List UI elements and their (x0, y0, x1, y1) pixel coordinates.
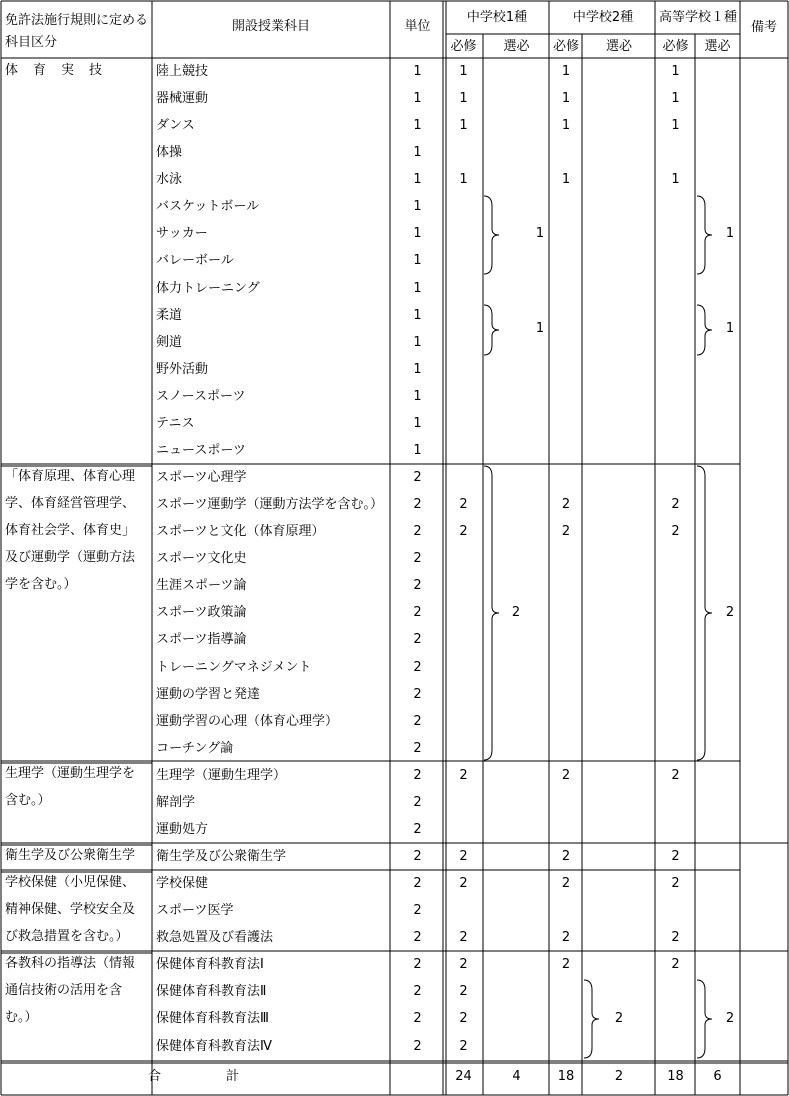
jh1-required-value: 1 (459, 118, 468, 134)
course-name: スポーツ医学 (156, 903, 234, 919)
jh2-required-value: 1 (561, 172, 571, 188)
course-name: スポーツ心理学 (156, 470, 247, 486)
header-jh1: 中学校1種 (466, 10, 528, 25)
jh1-required-value: 2 (459, 957, 468, 973)
units-value: 1 (413, 415, 422, 431)
course-name: テニス (156, 415, 195, 431)
units-value: 2 (413, 1011, 422, 1027)
units-value: 2 (413, 1038, 422, 1054)
units-value: 2 (413, 524, 422, 540)
jh2-required-value: 2 (561, 497, 571, 513)
course-name: 保健体育科教育法Ⅳ (156, 1038, 272, 1054)
jh2-required-value: 2 (561, 767, 571, 783)
units-value: 2 (413, 957, 422, 973)
header-hs1: 高等学校１種 (658, 10, 737, 25)
category-school-health: 学校保健（小児保健、 精神保健、学校安全及 び救急措置を含む。） (5, 875, 136, 944)
bracket-ball-games-hs1-value: 1 (725, 226, 735, 241)
course-name: スポーツ政策論 (156, 605, 247, 621)
hs1-required-value: 2 (671, 876, 680, 892)
course-name: 器械運動 (156, 91, 209, 107)
subheader-jh2-elective: 選必 (605, 39, 632, 54)
hs1-required-value: 2 (671, 930, 680, 946)
units-value: 1 (413, 280, 422, 296)
course-name: スノースポーツ (156, 388, 246, 404)
header-course: 開設授業科目 (231, 19, 310, 34)
total-jh1-elective: 4 (512, 1069, 521, 1084)
jh1-required-value: 2 (459, 1038, 468, 1054)
category-physical-education-theory: 「体育原理、体育心理 学、体育経営管理学、 体育社会学、体育史」 及び運動学（運動方法 学を含む。） (5, 469, 136, 592)
jh1-required-value: 1 (459, 91, 468, 107)
jh2-required-value: 2 (561, 957, 571, 973)
brace-budo-hs1 (697, 305, 712, 355)
jh1-required-value: 2 (459, 930, 468, 946)
units-value: 1 (413, 118, 422, 134)
course-name: 陸上競技 (156, 64, 209, 79)
brace-teaching-hs1 (697, 980, 712, 1058)
course-name: バレーボール (156, 253, 234, 269)
category-practical-skills: 体 育 実 技 (5, 63, 104, 78)
total-jh1-required: 24 (455, 1069, 472, 1084)
totals-label: 合 計 (148, 1069, 240, 1084)
brace-teaching-jh2 (584, 980, 599, 1058)
jh1-required-value: 2 (459, 767, 468, 783)
course-name: サッカー (156, 226, 208, 242)
units-value: 2 (413, 551, 422, 567)
course-name: ニュースポーツ (156, 442, 246, 458)
units-value: 1 (413, 307, 422, 323)
course-name: 保健体育科教育法Ⅰ (156, 957, 264, 973)
category-teaching-methods: 各教科の指導法（情報 通信技術の活用を含 む。） (5, 956, 136, 1025)
units-value: 2 (413, 686, 422, 702)
bracket-theory-jh1-value: 2 (511, 605, 521, 620)
course-name: 運動学習の心理（体育心理学） (156, 713, 339, 729)
jh1-required-value: 2 (459, 849, 468, 865)
course-name: 野外活動 (156, 361, 209, 377)
course-name: スポーツ文化史 (156, 551, 247, 567)
brace-ball-games-jh1 (484, 196, 499, 274)
course-name: 保健体育科教育法Ⅱ (156, 984, 267, 1000)
hs1-required-value: 1 (671, 64, 680, 79)
course-name: スポーツ指導論 (156, 632, 247, 648)
units-value: 2 (413, 713, 422, 729)
units-value: 2 (413, 767, 422, 783)
course-name: トレーニングマネジメント (156, 659, 312, 675)
jh2-required-value: 1 (561, 91, 571, 107)
course-name: 保健体育科教育法Ⅲ (156, 1011, 269, 1027)
units-value: 2 (413, 794, 422, 810)
hs1-required-value: 1 (671, 91, 680, 107)
course-name: スポーツ運動学（運動方法学を含む。） (156, 497, 383, 513)
course-name: コーチング論 (156, 740, 234, 756)
units-value: 2 (413, 578, 422, 594)
course-name: スポーツと文化（体育原理） (156, 524, 325, 540)
jh1-required-value: 2 (459, 984, 468, 1000)
header-jh2: 中学校2種 (572, 10, 634, 25)
units-value: 1 (413, 145, 422, 161)
brace-theory-hs1 (697, 466, 712, 760)
course-name: 水泳 (156, 172, 183, 188)
jh2-required-value: 2 (561, 849, 571, 865)
jh2-required-value: 2 (561, 524, 571, 540)
units-value: 1 (413, 226, 422, 242)
course-name: 剣道 (156, 334, 183, 350)
course-name: 生理学（運動生理学） (156, 767, 287, 783)
course-name: 学校保健 (156, 876, 209, 892)
subheader-hs1-required: 必修 (662, 39, 689, 54)
course-name: 体力トレーニング (156, 280, 260, 296)
jh1-required-value: 2 (459, 524, 468, 540)
subheader-jh2-required: 必修 (552, 39, 579, 54)
hs1-required-value: 2 (671, 849, 680, 865)
units-value: 2 (413, 659, 422, 675)
units-value: 2 (413, 930, 422, 946)
units-value: 1 (413, 172, 422, 188)
category-physiology: 生理学（運動生理学を 含む。） (5, 766, 136, 808)
total-hs1-required: 18 (667, 1069, 684, 1084)
units-value: 1 (413, 361, 422, 377)
header-remarks: 備考 (750, 20, 777, 35)
hs1-required-value: 1 (671, 172, 680, 188)
units-value: 2 (413, 849, 422, 865)
units-value: 2 (413, 903, 422, 919)
brace-ball-games-hs1 (697, 196, 712, 274)
hs1-required-value: 2 (671, 524, 680, 540)
units-value: 1 (413, 64, 422, 79)
bracket-theory-hs1-value: 2 (725, 605, 735, 620)
course-name: 柔道 (156, 307, 183, 323)
subheader-hs1-elective: 選必 (704, 39, 731, 54)
total-jh2-elective: 2 (614, 1069, 624, 1084)
brace-theory-jh1 (484, 466, 499, 760)
units-value: 2 (413, 821, 422, 837)
bracket-teaching-jh2-value: 2 (614, 1011, 624, 1026)
units-value: 2 (413, 470, 422, 486)
hs1-required-value: 1 (671, 118, 680, 134)
course-name: 体操 (156, 145, 183, 161)
units-value: 2 (413, 632, 422, 648)
category-hygiene: 衛生学及び公衆衛生学 (5, 848, 136, 863)
jh1-required-value: 2 (459, 497, 468, 513)
units-value: 2 (413, 876, 422, 892)
hs1-required-value: 2 (671, 957, 680, 973)
jh2-required-value: 1 (561, 64, 571, 79)
total-jh2-required: 18 (557, 1069, 575, 1084)
units-value: 1 (413, 334, 422, 350)
header-category: 免許法施行規則に定める科目区分 (5, 13, 149, 50)
jh2-required-value: 2 (561, 930, 571, 946)
subheader-jh1-elective: 選必 (503, 39, 530, 54)
jh1-required-value: 2 (459, 1011, 468, 1027)
units-value: 2 (413, 605, 422, 621)
bracket-budo-hs1-value: 1 (725, 321, 735, 336)
units-value: 1 (413, 442, 422, 458)
bracket-budo-jh1-value: 1 (535, 321, 545, 336)
bracket-ball-games-jh1-value: 1 (535, 226, 545, 241)
course-name: 救急処置及び看護法 (156, 930, 274, 946)
course-name: バスケットボール (156, 199, 260, 215)
units-value: 1 (413, 91, 422, 107)
jh1-required-value: 2 (459, 876, 468, 892)
bracket-teaching-hs1-value: 2 (725, 1011, 735, 1026)
course-name: 運動処方 (156, 821, 209, 837)
units-value: 2 (413, 497, 422, 513)
units-value: 1 (413, 388, 422, 404)
jh2-required-value: 2 (561, 876, 571, 892)
total-hs1-elective: 6 (713, 1069, 722, 1084)
course-name: 衛生学及び公衆衛生学 (156, 849, 287, 865)
jh2-required-value: 1 (561, 118, 571, 134)
course-name: ダンス (156, 118, 195, 134)
units-value: 1 (413, 199, 422, 215)
units-value: 2 (413, 984, 422, 1000)
course-name: 生涯スポーツ論 (156, 578, 247, 594)
units-value: 2 (413, 740, 422, 756)
course-name: 運動の学習と発達 (156, 686, 261, 702)
jh1-required-value: 1 (459, 172, 468, 188)
jh1-required-value: 1 (459, 64, 468, 79)
header-units: 単位 (404, 19, 431, 34)
units-value: 1 (413, 253, 422, 269)
brace-budo-jh1 (484, 305, 499, 355)
hs1-required-value: 2 (671, 497, 680, 513)
subheader-jh1-required: 必修 (450, 39, 477, 54)
course-name: 解剖学 (156, 794, 196, 810)
hs1-required-value: 2 (671, 767, 680, 783)
